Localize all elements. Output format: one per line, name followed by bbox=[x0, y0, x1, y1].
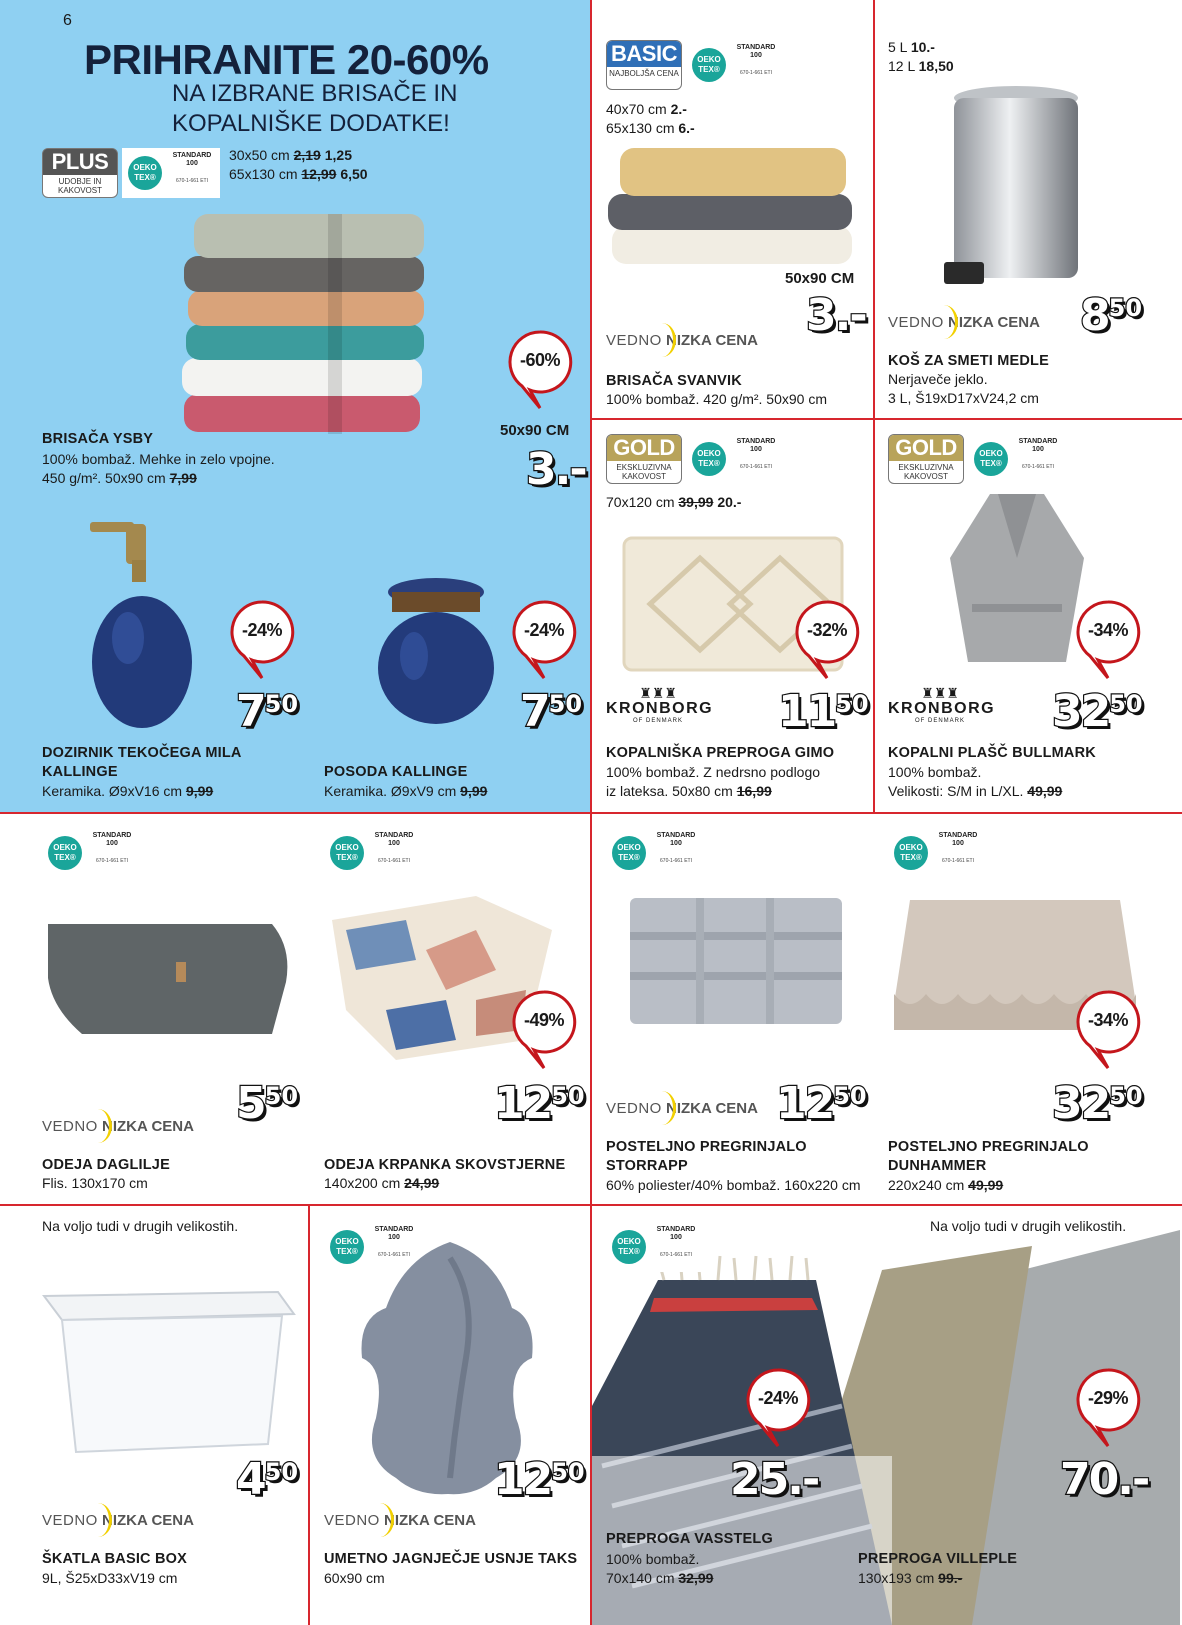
villeple-desc: 130x193 cm 99.- bbox=[858, 1570, 963, 1586]
svanvik-sizes: 40x70 cm 2.- 65x130 cm 6.- bbox=[606, 101, 695, 136]
svanvik-price: 3.- bbox=[806, 290, 866, 341]
page-number: 6 bbox=[63, 12, 72, 29]
vasstelg-title: PREPROGA VASSTELG bbox=[606, 1531, 773, 1547]
medle-title: KOŠ ZA SMETI MEDLE bbox=[888, 353, 1049, 369]
skovstjerne-title: ODEJA KRPANKA SKOVSTJERNE bbox=[324, 1157, 566, 1173]
dunhammer-title: POSTELJNO PREGRINJALO DUNHAMMER bbox=[888, 1139, 1089, 1174]
dozirnik-desc: Keramika. Ø9xV16 cm 9,99 bbox=[42, 783, 214, 799]
villeple-price: 70.- bbox=[1060, 1454, 1149, 1505]
villeple-note: Na voljo tudi v drugih velikostih. bbox=[930, 1218, 1127, 1234]
svanvik-size-label: 50x90 CM bbox=[785, 270, 855, 287]
posoda-discount-badge: -24% bbox=[512, 600, 578, 682]
divider bbox=[308, 1204, 310, 1625]
bullmark-desc: 100% bombaž. Velikosti: S/M in L/XL. 49,99 bbox=[888, 764, 1063, 799]
ysby-price: 3.- bbox=[526, 444, 586, 495]
medle-sizes: 5 L 10.- 12 L 18,50 bbox=[888, 39, 954, 74]
basic-logo: BASIC NAJBOLJŠA CENA bbox=[606, 40, 682, 90]
divider bbox=[0, 812, 1182, 814]
headline-title: PRIHRANITE 20-60% bbox=[84, 36, 489, 83]
villeple-title: PREPROGA VILLEPLE bbox=[858, 1551, 1018, 1567]
vasstelg-price: 25.- bbox=[730, 1454, 819, 1505]
skovstjerne-desc: 140x200 cm 24,99 bbox=[324, 1175, 440, 1191]
posoda-desc: Keramika. Ø9xV9 cm 9,99 bbox=[324, 783, 488, 799]
towel-stack-image bbox=[178, 208, 436, 440]
skovstjerne-price: 1250 bbox=[494, 1078, 585, 1129]
basicbox-price: 450 bbox=[236, 1454, 299, 1505]
ysby-desc: 100% bombaž. Mehke in zelo vpojne. 450 g/m². 50x90 cm 7,99 bbox=[42, 451, 275, 486]
vedno-nizka-cena-logo: VEDNO NIZKA CENA bbox=[324, 1512, 476, 1542]
vasstelg-discount-badge: -24% bbox=[746, 1368, 812, 1450]
divider bbox=[590, 418, 1182, 420]
dozirnik-title: DOZIRNIK TEKOČEGA MILA KALLINGE bbox=[42, 745, 242, 780]
medle-price: 850 bbox=[1080, 290, 1143, 341]
ysby-sizes: 30x50 cm 2,19 1,25 65x130 cm 12,99 6,50 bbox=[229, 147, 368, 182]
kronborg-logo: ♜♜♜ KRONBORG OF DENMARK bbox=[888, 685, 996, 724]
oeko-tex-logo: OEKO TEX® STANDARD 100 670-1-661 ETI bbox=[968, 434, 1066, 484]
ysby-size-label: 50x90 CM bbox=[500, 422, 570, 439]
basicbox-title: ŠKATLA BASIC BOX bbox=[42, 1551, 187, 1567]
oeko-tex-logo: OEKO TEX® STANDARD 100 670-1-661 ETI bbox=[324, 828, 422, 878]
gimo-price: 1150 bbox=[778, 686, 869, 737]
gimo-sizes: 70x120 cm 39,99 20.- bbox=[606, 494, 742, 510]
gold-logo: GOLD EKSKLUZIVNA KAKOVOST bbox=[606, 434, 682, 484]
vedno-nizka-cena-logo: VEDNO NIZKA CENA bbox=[42, 1118, 194, 1148]
posoda-title: POSODA KALLINGE bbox=[324, 764, 468, 780]
bullmark-title: KOPALNI PLAŠČ BULLMARK bbox=[888, 745, 1096, 761]
soap-dispenser-image bbox=[88, 520, 198, 730]
bathrobe-image bbox=[946, 488, 1088, 664]
oeko-tex-logo: OEKO TEX® STANDARD 100 670-1-661 ETI bbox=[606, 828, 704, 878]
gold-logo: GOLD EKSKLUZIVNA KAKOVOST bbox=[888, 434, 964, 484]
oeko-tex-logo: OEKO TEX® STANDARD 100 670-1-661 ETI bbox=[122, 148, 220, 198]
divider bbox=[873, 0, 875, 812]
oeko-tex-logo: OEKO TEX® STANDARD 100 670-1-661 ETI bbox=[686, 434, 784, 484]
storrapp-desc: 60% poliester/40% bombaž. 160x220 cm bbox=[606, 1177, 861, 1193]
kronborg-logo: ♜♜♜ KRONBORG OF DENMARK bbox=[606, 685, 714, 724]
oeko-tex-logo: OEKO TEX® STANDARD 100 670-1-661 ETI bbox=[42, 828, 140, 878]
svanvik-desc: 100% bombaž. 420 g/m². 50x90 cm bbox=[606, 391, 828, 407]
svanvik-towels-image bbox=[606, 144, 856, 268]
fleece-blanket-image bbox=[42, 918, 294, 1040]
oeko-tex-logo: OEKO TEX® STANDARD 100 670-1-661 ETI bbox=[606, 1222, 704, 1272]
oeko-tex-logo: OEKO TEX® STANDARD 100 670-1-661 ETI bbox=[686, 40, 784, 90]
dozirnik-price: 750 bbox=[236, 686, 299, 737]
taks-title: UMETNO JAGNJEČJE USNJE TAKS bbox=[324, 1551, 578, 1567]
vasstelg-desc: 100% bombaž. 70x140 cm 32,99 bbox=[606, 1551, 714, 1586]
taks-desc: 60x90 cm bbox=[324, 1570, 385, 1586]
storrapp-price: 1250 bbox=[776, 1078, 867, 1129]
gimo-title: KOPALNIŠKA PREPROGA GIMO bbox=[606, 745, 835, 761]
vedno-nizka-cena-logo: VEDNO NIZKA CENA bbox=[606, 1100, 758, 1130]
oeko-tex-logo: OEKO TEX® STANDARD 100 670-1-661 ETI bbox=[888, 828, 986, 878]
jar-image bbox=[374, 576, 498, 726]
vedno-nizka-cena-logo: VEDNO NIZKA CENA bbox=[42, 1512, 194, 1542]
skovstjerne-discount-badge: -49% bbox=[512, 990, 578, 1072]
medle-desc: Nerjaveče jeklo. 3 L, Š19xD17xV24,2 cm bbox=[888, 371, 1039, 406]
daglilje-desc: Flis. 130x170 cm bbox=[42, 1175, 148, 1191]
plus-logo: PLUS UDOBJE IN KAKOVOST bbox=[42, 148, 118, 198]
gimo-desc: 100% bombaž. Z nedrsno podlogo iz lateksa. 50x80 cm 16,99 bbox=[606, 764, 821, 799]
bedspread-storrapp-image bbox=[616, 892, 856, 1030]
headline-line1: NA IZBRANE BRISAČE IN bbox=[172, 80, 458, 107]
vedno-nizka-cena-logo: VEDNO NIZKA CENA bbox=[888, 314, 1040, 344]
storrapp-title: POSTELJNO PREGRINJALO STORRAPP bbox=[606, 1139, 807, 1174]
dunhammer-discount-badge: -34% bbox=[1076, 990, 1142, 1072]
basicbox-note: Na voljo tudi v drugih velikostih. bbox=[42, 1218, 239, 1234]
basicbox-desc: 9L, Š25xD33xV19 cm bbox=[42, 1570, 178, 1586]
svanvik-title: BRISAČA SVANVIK bbox=[606, 373, 742, 389]
bullmark-price: 3250 bbox=[1052, 686, 1143, 737]
taks-price: 1250 bbox=[494, 1454, 585, 1505]
dunhammer-price: 3250 bbox=[1052, 1078, 1143, 1129]
ysby-discount-badge: -60% bbox=[508, 330, 574, 412]
headline-line2: KOPALNIŠKE DODATKE! bbox=[172, 110, 450, 137]
gimo-discount-badge: -32% bbox=[795, 600, 861, 682]
bullmark-discount-badge: -34% bbox=[1076, 600, 1142, 682]
villeple-discount-badge: -29% bbox=[1076, 1368, 1142, 1450]
oeko-tex-logo: OEKO TEX® STANDARD 100 670-1-661 ETI bbox=[324, 1222, 422, 1272]
ysby-title: BRISAČA YSBY bbox=[42, 431, 154, 447]
posoda-price: 750 bbox=[520, 686, 583, 737]
storage-box-image bbox=[42, 1284, 298, 1456]
daglilje-price: 550 bbox=[236, 1078, 299, 1129]
daglilje-title: ODEJA DAGLILJE bbox=[42, 1157, 170, 1173]
vedno-nizka-cena-logo: VEDNO NIZKA CENA bbox=[606, 332, 758, 362]
dozirnik-discount-badge: -24% bbox=[230, 600, 296, 682]
dunhammer-desc: 220x240 cm 49,99 bbox=[888, 1177, 1004, 1193]
trash-bin-image bbox=[944, 84, 1080, 294]
